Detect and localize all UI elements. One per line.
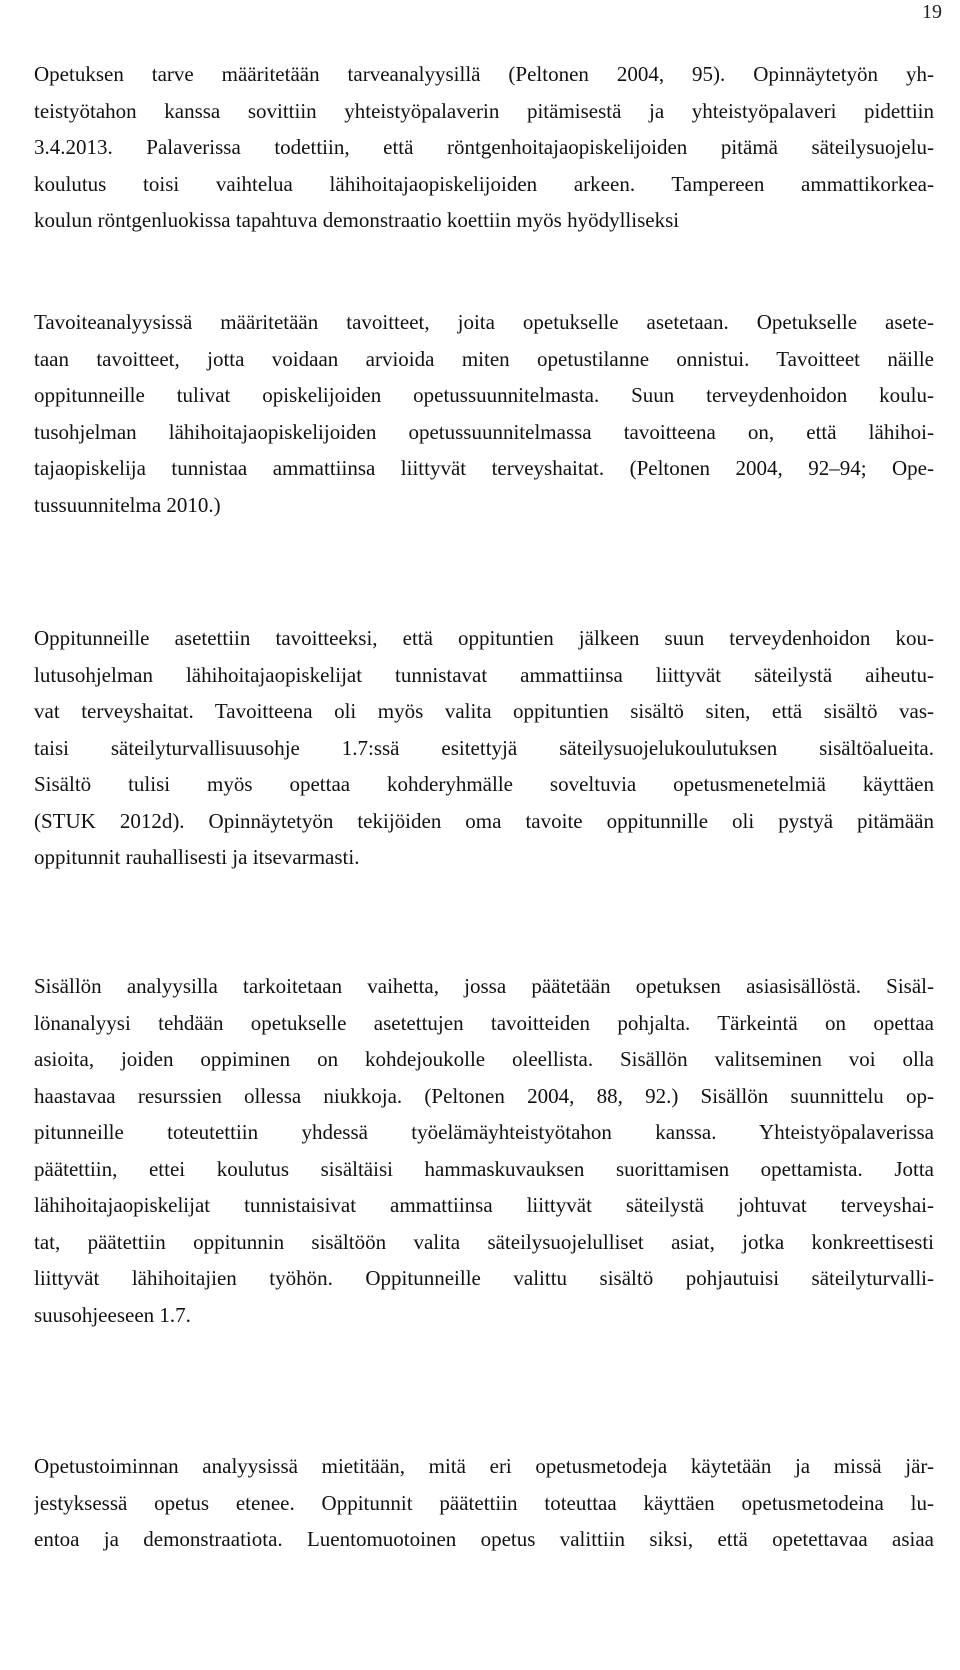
text-line: tajaopiskelija tunnistaa ammattiinsa liittyvät terveyshaitat. (Peltonen 2004, 92–94; Ope- xyxy=(34,456,934,480)
text-line: Sisältö tulisi myös opettaa kohderyhmälle soveltuvia opetusmenetelmiä käyttäen xyxy=(34,772,934,796)
text-line: teistyötahon kanssa sovittiin yhteistyöpalaverin pitämisestä ja yhteistyöpalaveri pidettiin xyxy=(34,98,934,123)
paragraph-needs-analysis xyxy=(34,56,938,239)
text-line: haastavaa resurssien ollessa niukkoja. (Peltonen 2004, 88, 92.) Sisällön suunnittelu op- xyxy=(34,1083,934,1108)
paragraph-lesson-goals xyxy=(34,620,938,876)
text-line: Opetustoiminnan analyysissä mietitään, mitä eri opetusmetodeja käytetään ja missä jär- xyxy=(34,1454,934,1478)
text-line: päätettiin, ettei koulutus sisältäisi hammaskuvauksen suorittamisen opettamista. Jotta xyxy=(34,1156,934,1181)
text-line: jestyksessä opetus etenee. Oppitunnit päätettiin toteuttaa käyttäen opetusmetodeina lu- xyxy=(34,1490,934,1515)
text-line: vat terveyshaitat. Tavoitteena oli myös valita oppituntien sisältö siten, että sisältö vas- xyxy=(34,699,934,723)
text-line: oppitunneille tulivat opiskelijoiden opetussuunnitelmasta. Suun terveydenhoidon koulu- xyxy=(34,383,934,407)
paragraph-goal-analysis xyxy=(34,304,938,523)
text-line: entoa ja demonstraatiota. Luentomuotoinen opetus valittiin siksi, että opetettavaa asiaa xyxy=(34,1527,934,1551)
text-line: koulutus toisi vaihtelua lähihoitajaopiskelijoiden arkeen. Tampereen ammattikorkea- xyxy=(34,171,934,196)
text-line: Sisällön analyysilla tarkoitetaan vaihetta, jossa päätetään opetuksen asiasisällöstä. Sisäl- xyxy=(34,974,934,998)
text-line: liittyvät lähihoitajien työhön. Oppitunneille valittu sisältö pohjautuisi säteilyturvalli- xyxy=(34,1266,934,1290)
text-line: (STUK 2012d). Opinnäytetyön tekijöiden oma tavoite oppitunnille oli pystyä pitämään xyxy=(34,808,934,833)
text-line: asioita, joiden oppiminen on kohdejoukolle oleellista. Sisällön valitseminen voi olla xyxy=(34,1047,934,1071)
text-line: tussuunnitelma 2010.) xyxy=(34,492,221,517)
paragraph-teaching-analysis xyxy=(34,1448,938,1558)
text-line: koulun röntgenluokissa tapahtuva demonstraatio koettiin myös hyödylliseksi xyxy=(34,208,680,232)
text-line: lähihoitajaopiskelijat tunnistaisivat ammattiinsa liittyvät säteilystä johtuvat terveyshai- xyxy=(34,1193,934,1217)
text-line: Opetuksen tarve määritetään tarveanalyysillä (Peltonen 2004, 95). Opinnäytetyön yh- xyxy=(34,62,934,86)
text-line: taan tavoitteet, jotta voidaan arvioida miten opetustilanne onnistui. Tavoitteet näille xyxy=(34,346,934,371)
text-line: 3.4.2013. Palaverissa todettiin, että röntgenhoitajaopiskelijoiden pitämä säteilysuojelu- xyxy=(34,135,934,159)
text-line: tat, päätettiin oppitunnin sisältöön valita säteilysuojelulliset asiat, jotka konkreettisesti xyxy=(34,1229,934,1254)
text-line: lutusohjelman lähihoitajaopiskelijat tunnistavat ammattiinsa liittyvät säteilystä aiheutu- xyxy=(34,662,934,687)
paragraph-content-analysis xyxy=(34,968,938,1333)
page-number: 19 xyxy=(922,1,942,23)
text-line: taisi säteilyturvallisuusohje 1.7:ssä esitettyjä säteilysuojelukoulutuksen sisältöalueita. xyxy=(34,735,934,760)
text-line: pitunneille toteutettiin yhdessä työelämäyhteistyötahon kanssa. Yhteistyöpalaverissa xyxy=(34,1120,934,1144)
text-line: suusohjeeseen 1.7. xyxy=(34,1302,191,1327)
text-line: Tavoiteanalyysissä määritetään tavoitteet, joita opetukselle asetetaan. Opetukselle asete- xyxy=(34,310,934,334)
text-line: tusohjelman lähihoitajaopiskelijoiden opetussuunnitelmassa tavoitteena on, että lähihoi- xyxy=(34,419,934,444)
text-line: Oppitunneille asetettiin tavoitteeksi, että oppituntien jälkeen suun terveydenhoidon kou- xyxy=(34,626,934,650)
text-line: lönanalyysi tehdään opetukselle asetettujen tavoitteiden pohjalta. Tärkeintä on opettaa xyxy=(34,1010,934,1035)
text-line: oppitunnit rauhallisesti ja itsevarmasti. xyxy=(34,845,360,869)
